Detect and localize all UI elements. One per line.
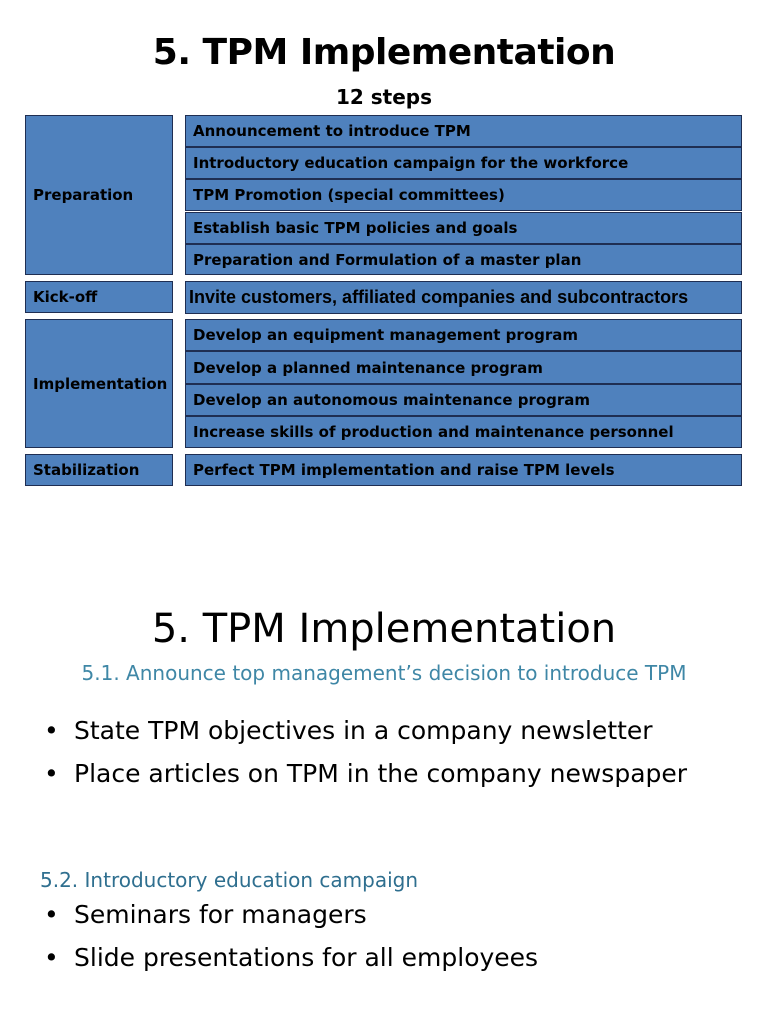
step-7: Develop an equipment management program (185, 319, 742, 351)
step-1: Announcement to introduce TPM (185, 115, 742, 147)
section-2-bullet (44, 900, 367, 929)
step-10: Increase skills of production and maintenance personnel (185, 416, 742, 448)
step-11: Perfect TPM implementation and raise TPM levels (185, 454, 742, 486)
section-1-bullet (44, 716, 653, 745)
section-1-heading: 5.1. Announce top management’s decision to introduce TPM (81, 661, 687, 685)
bullet-icon: • (44, 716, 59, 745)
phase-preparation: Preparation (25, 115, 173, 275)
step-2: Introductory education campaign for the workforce (185, 147, 742, 179)
phase-kickoff: Kick-off (25, 281, 173, 313)
bullet-icon: • (44, 900, 59, 929)
step-3: TPM Promotion (special committees) (185, 179, 742, 211)
slide-1-subtitle: 12 steps (335, 85, 433, 109)
step-9: Develop an autonomous maintenance program (185, 384, 742, 416)
bullet-icon: • (44, 759, 59, 788)
slide-1-title: 5. TPM Implementation (152, 32, 616, 73)
section-1-bullet (44, 759, 687, 788)
bullet-text: State TPM objectives in a company newsletter (74, 716, 653, 745)
slide-2-title: 5. TPM Implementation (151, 606, 617, 652)
step-5: Preparation and Formulation of a master plan (185, 244, 742, 275)
bullet-icon: • (44, 943, 59, 972)
phase-implementation: Implementation (25, 319, 173, 448)
step-6: Invite customers, affiliated companies and subcontractors (185, 281, 742, 314)
phase-stabilization: Stabilization (25, 454, 173, 486)
bullet-text: Seminars for managers (74, 900, 367, 929)
bullet-text: Place articles on TPM in the company newspaper (74, 759, 688, 788)
step-8: Develop a planned maintenance program (185, 351, 742, 384)
step-4: Establish basic TPM policies and goals (185, 212, 742, 244)
section-2-heading: 5.2. Introductory education campaign (40, 868, 419, 892)
bullet-text: Slide presentations for all employees (74, 943, 539, 972)
section-2-bullet (44, 943, 538, 972)
